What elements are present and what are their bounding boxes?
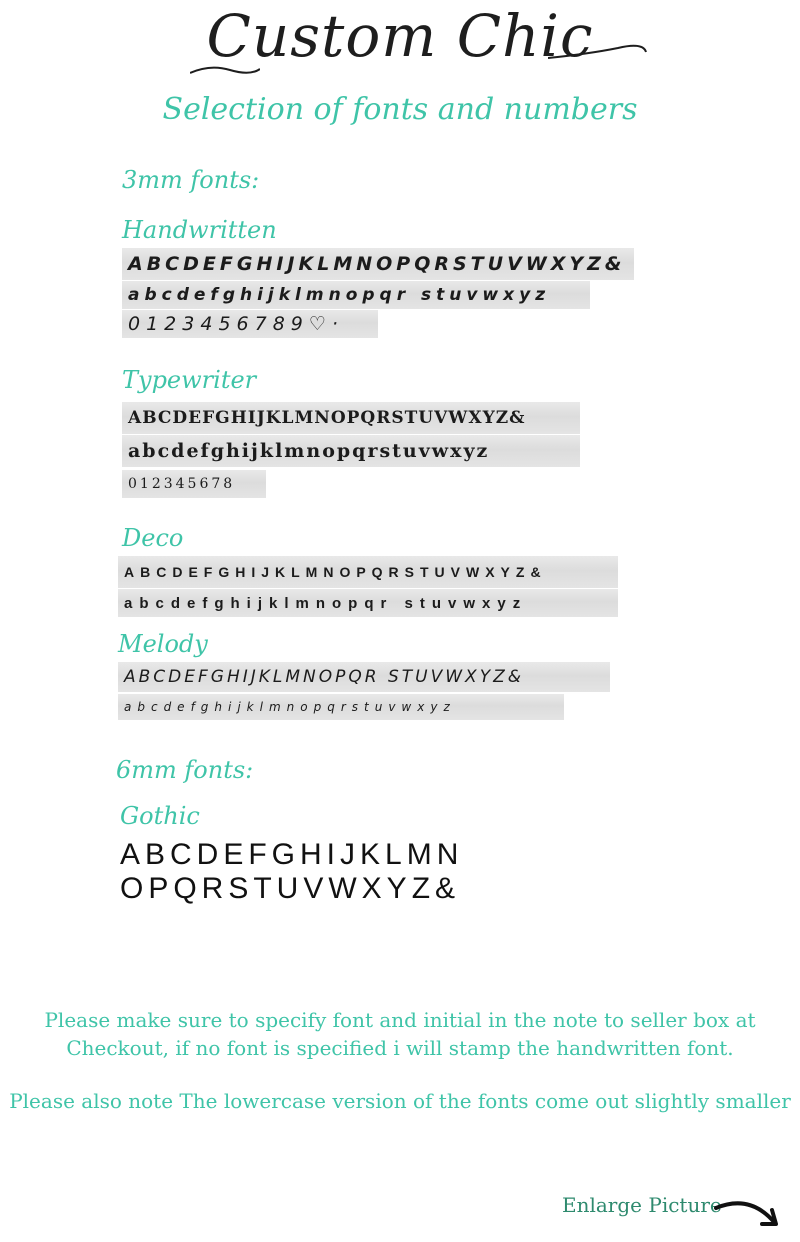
brand-logo: Custom Chic [206, 2, 594, 70]
handwritten-uppercase-sample: ABCDEFGHIJKLMNOPQRSTUVWXYZ& [122, 248, 634, 280]
deco-uppercase-sample: ABCDEFGHIJKLMNOPQRSTUVWXYZ& [118, 556, 618, 588]
section-label-3mm: 3mm fonts: [122, 166, 260, 194]
typewriter-uppercase-sample: ABCDEFGHIJKLMNOPQRSTUVWXYZ& [122, 402, 580, 434]
note-line-3: Please also note The lowercase version of the fonts come out slightly smaller [9, 1089, 791, 1113]
section-label-6mm: 6mm fonts: [116, 756, 254, 784]
font-label-melody: Melody [118, 630, 208, 658]
swash-left-decoration [190, 64, 260, 76]
deco-lowercase-sample: abcdefghijklmnopqr stuvwxyz [118, 589, 618, 617]
gothic-sample-line-2: OPQRSTUVWXYZ& [120, 872, 461, 905]
melody-lowercase-sample: abcdefghijklmnopqrstuvwxyz [118, 694, 564, 720]
font-label-deco: Deco [122, 524, 184, 552]
font-label-handwritten: Handwritten [122, 216, 277, 244]
handwritten-numbers-sample: 0123456789♡· [122, 310, 378, 338]
gothic-sample-line-1: ABCDEFGHIJKLMN [120, 838, 464, 871]
handwritten-lowercase-sample: abcdefghijklmnopqr stuvwxyz [122, 281, 590, 309]
swash-right-decoration [548, 40, 648, 60]
melody-uppercase-sample: ABCDEFGHIJKLMNOPQR STUVWXYZ& [118, 662, 610, 692]
note-line-2: Checkout, if no font is specified i will stamp the handwritten font. [66, 1036, 734, 1060]
note-line-1: Please make sure to specify font and initial in the note to seller box at [44, 1008, 756, 1032]
typewriter-lowercase-sample: abcdefghijklmnopqrstuvwxyz [122, 435, 580, 467]
font-label-typewriter: Typewriter [122, 366, 257, 394]
page-subtitle: Selection of fonts and numbers [162, 92, 638, 127]
typewriter-numbers-sample: 012345678 [122, 470, 266, 498]
enlarge-picture-link[interactable]: Enlarge Picture [562, 1193, 722, 1217]
font-label-gothic: Gothic [120, 802, 200, 830]
curved-arrow-icon[interactable] [712, 1190, 782, 1234]
